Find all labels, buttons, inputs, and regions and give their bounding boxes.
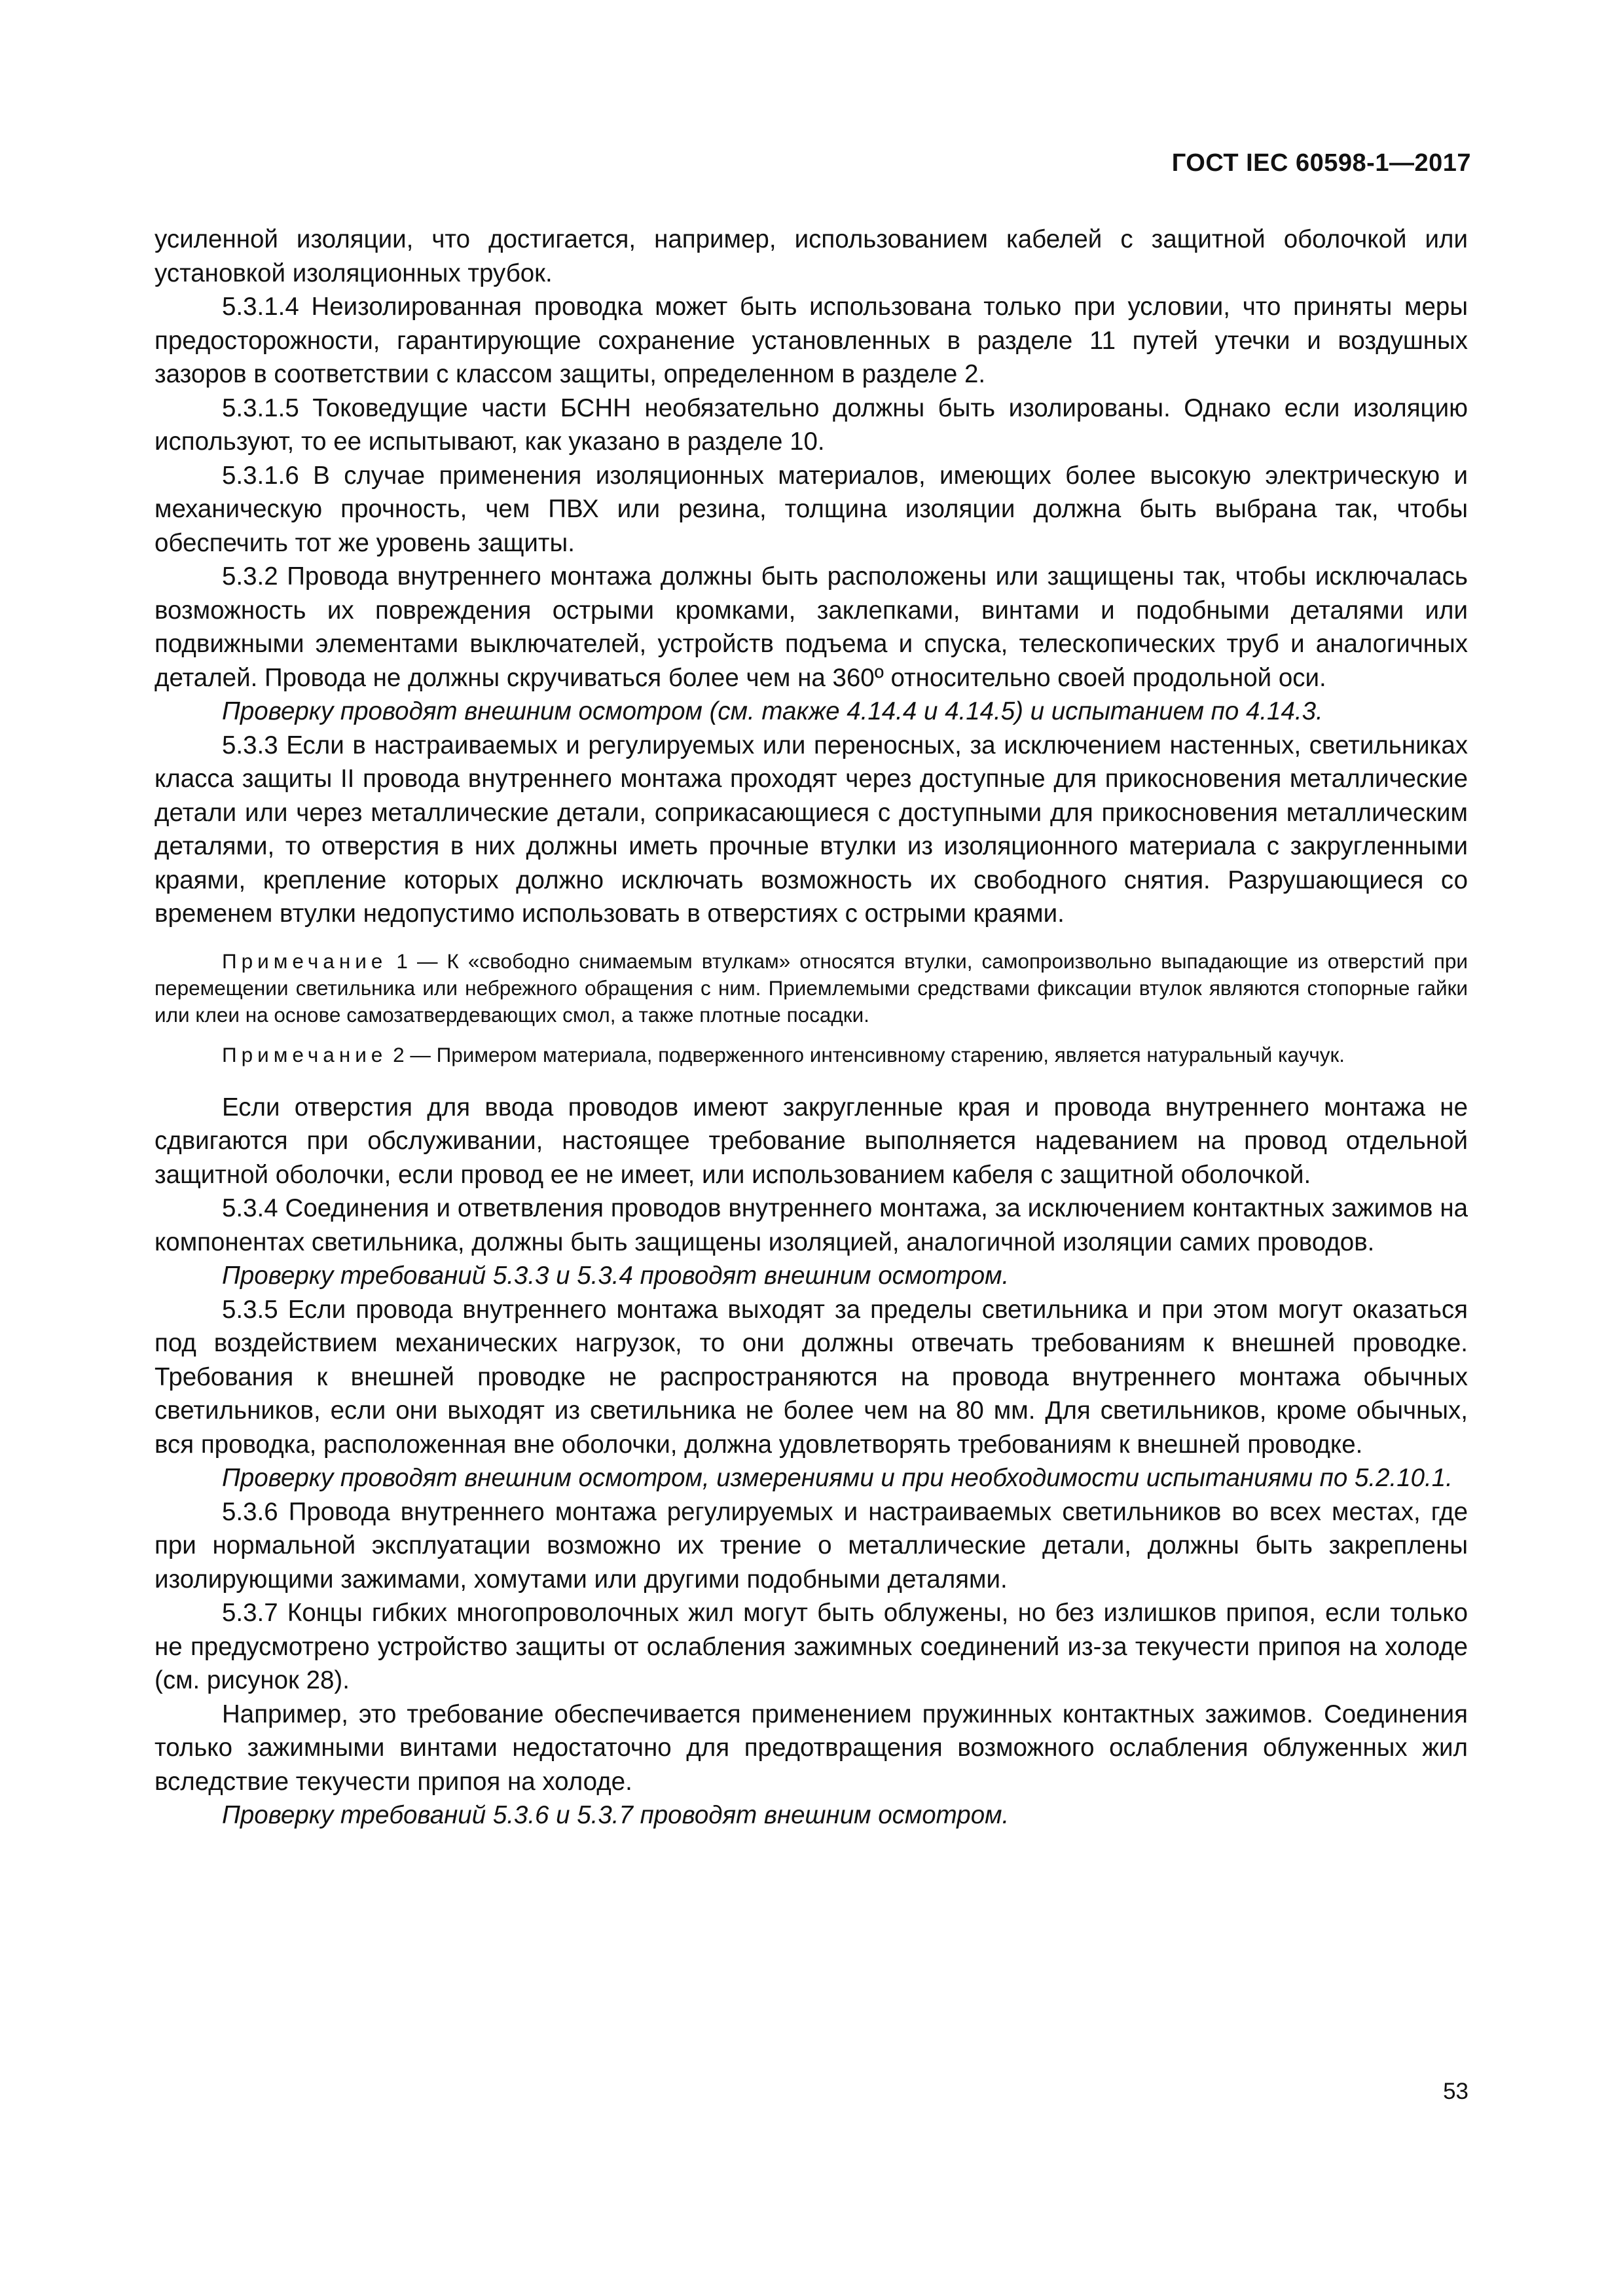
check-paragraph-5-3-2: Проверку проводят внешним осмотром (см. также 4.14.4 и 4.14.5) и испытанием по 4.14.3. <box>222 697 1323 725</box>
note-2-label: Примечание <box>222 1042 388 1066</box>
note-1 <box>155 948 1468 1029</box>
paragraph-5-3-6: 5.3.6 Провода внутреннего монтажа регулируемых и настраиваемых светильников во всех местах, где при нормальной эксплуатации возможно их трение о металлические детали, должны быть закреплены изолирующими зажимами, хомутами или другими подобными деталями. <box>155 1497 1468 1594</box>
paragraph-5-3-4: 5.3.4 Соединения и ответвления проводов внутреннего монтажа, за исключением контактных зажимов на компонентах светильника, должны быть защищены изоляцией, аналогичной изоляции самих проводов. <box>155 1194 1468 1256</box>
note-2 <box>155 1042 1468 1068</box>
note-2-text: 2 — Примером материала, подверженного интенсивному старению, является натуральный каучук. <box>387 1042 1345 1066</box>
check-paragraph-5-3-3-5-3-4: Проверку требований 5.3.3 и 5.3.4 проводят внешним осмотром. <box>222 1262 1010 1290</box>
page-number: 53 <box>1443 2079 1468 2104</box>
paragraph-example: Например, это требование обеспечивается применением пружинных контактных зажимов. Соединения только зажимными винтами недостаточно для предотвращения возможного ослабления облуженных жил вследствие текучести припоя на холоде. <box>155 1700 1468 1796</box>
document-code-header: ГОСТ IEC 60598-1—2017 <box>1171 149 1471 177</box>
paragraph-5-3-5: 5.3.5 Если провода внутреннего монтажа выходят за пределы светильника и при этом могут оказаться под воздействием механических нагрузок, то они должны отвечать требованиям к внешней проводке. Требования к внешней проводке не распространяются на провода внутреннего монтажа обычных светильников, если они выходят из светильника не более чем на 80 мм. Для светильников, кроме обычных, вся проводка, расположенная вне оболочки, должна удовлетворять требованиям к внешней проводке. <box>155 1295 1468 1459</box>
check-paragraph-5-3-5: Проверку проводят внешним осмотром, измерениями и при необходимости испытаниями по 5.2.10.1. <box>222 1464 1453 1492</box>
paragraph-5-3-2: 5.3.2 Провода внутреннего монтажа должны быть расположены или защищены так, чтобы исключалась возможность их повреждения острыми кромками, заклепками, винтами и подобными деталями или подвижными элементами выключателей, устройств подъема и спуска, телескопических труб и аналогичных деталей. Провода не должны скручиваться более чем на 360º относительно своей продольной оси. <box>155 562 1468 692</box>
paragraph-continuation: усиленной изоляции, что достигается, например, использованием кабелей с защитной оболочкой или установкой изоляционных трубок. <box>155 225 1468 287</box>
note-1-text: 1 — К «свободно снимаемым втулкам» относятся втулки, самопроизвольно выпадающие из отверстий при перемещении светильника или небрежного обращения с ним. Приемлемыми средствами фиксации втулок являются стопорные гайки или клеи на основе самозатвердевающих смол, а также плотные посадки. <box>155 949 1468 1027</box>
paragraph-5-3-1-6: 5.3.1.6 В случае применения изоляционных материалов, имеющих более высокую электрическую и механическую прочность, чем ПВХ или резина, толщина изоляции должна быть выбрана так, чтобы обеспечить тот же уровень защиты. <box>155 461 1468 557</box>
check-paragraph-5-3-6-5-3-7: Проверку требований 5.3.6 и 5.3.7 проводят внешним осмотром. <box>222 1801 1010 1829</box>
note-1-label: Примечание <box>222 949 388 973</box>
paragraph-5-3-3: 5.3.3 Если в настраиваемых и регулируемых или переносных, за исключением настенных, светильниках класса защиты II провода внутреннего монтажа проходят через доступные для прикосновения металлические детали или через металлические детали, соприкасающиеся с доступными для прикосновения металлическим деталями, то отверстия в них должны иметь прочные втулки из изоляционного материала с закругленными краями, крепление которых должно исключать возможность их свободного снятия. Разрушающиеся со временем втулки недопустимо использовать в отверстиях с острыми краями. <box>155 731 1468 928</box>
paragraph-openings: Если отверстия для ввода проводов имеют закругленные края и провода внутреннего монтажа не сдвигаются при обслуживании, настоящее требование выполняется надеванием на провод отдельной защитной оболочки, если провод ее не имеет, или использованием кабеля с защитной оболочкой. <box>155 1093 1468 1189</box>
paragraph-5-3-7: 5.3.7 Концы гибких многопроволочных жил могут быть облужены, но без излишков припоя, если только не предусмотрено устройство защиты от ослабления зажимных соединений из-за текучести припоя на холоде (см. рисунок 28). <box>155 1599 1468 1694</box>
document-body <box>155 223 1468 1832</box>
paragraph-5-3-1-5: 5.3.1.5 Токоведущие части БСНН необязательно должны быть изолированы. Однако если изоляцию используют, то ее испытывают, как указано в разделе 10. <box>155 393 1468 456</box>
paragraph-5-3-1-4: 5.3.1.4 Неизолированная проводка может быть использована только при условии, что приняты меры предосторожности, гарантирующие сохранение установленных в разделе 11 путей утечки и воздушных зазоров в соответствии с классом защиты, определенном в разделе 2. <box>155 293 1468 388</box>
